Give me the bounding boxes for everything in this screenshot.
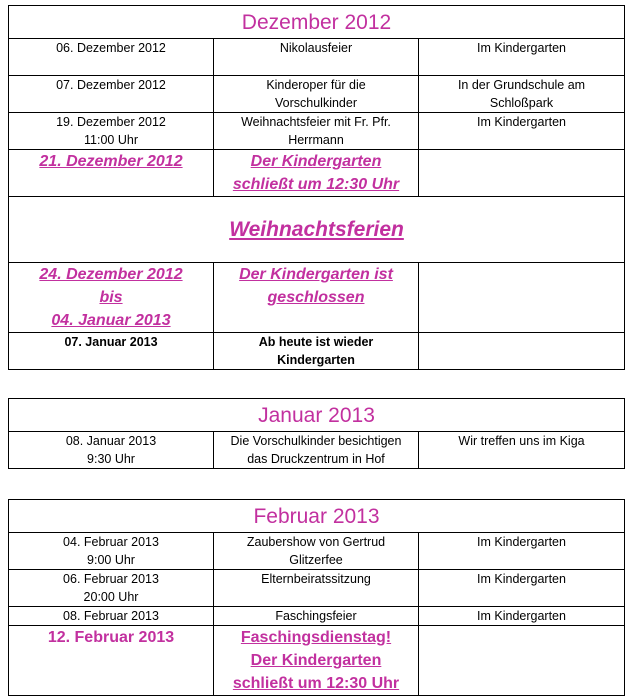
table-row [9,626,625,696]
holiday-row [9,197,625,263]
date-cell: 07. Januar 2013 [9,333,214,370]
table-row [9,570,625,607]
place-cell [419,626,625,696]
event-cell: Kinderoper für die Vorschulkinder [214,76,419,113]
event-cell: Der Kindergarten schließt um 12:30 Uhr [214,150,419,197]
place-cell: Im Kindergarten [419,570,625,607]
date-cell: 07. Dezember 2012 [9,76,214,113]
date-cell: 06. Februar 2013 20:00 Uhr [9,570,214,607]
date-cell: 21. Dezember 2012 [9,150,214,197]
table-row [9,533,625,570]
table-row [9,39,625,76]
event-cell: Elternbeiratssitzung [214,570,419,607]
event-cell: Zaubershow von Gertrud Glitzerfee [214,533,419,570]
place-cell [419,333,625,370]
date-cell: 06. Dezember 2012 [9,39,214,76]
table-row [9,76,625,113]
month-title: Januar 2013 [9,399,625,432]
event-cell: Der Kindergarten ist geschlossen [214,263,419,333]
month-title: Dezember 2012 [9,6,625,39]
date-cell: 04. Februar 2013 9:00 Uhr [9,533,214,570]
table-row [9,333,625,370]
date-cell: 08. Februar 2013 [9,607,214,626]
table-row [9,607,625,626]
table-row [9,150,625,197]
place-cell: Im Kindergarten [419,607,625,626]
place-cell: Wir treffen uns im Kiga [419,432,625,469]
event-cell: Ab heute ist wieder Kindergarten [214,333,419,370]
place-cell: Im Kindergarten [419,533,625,570]
februar-table [8,499,625,696]
date-cell: 19. Dezember 2012 11:00 Uhr [9,113,214,150]
event-cell: Nikolausfeier [214,39,419,76]
place-cell: In der Grundschule am Schloßpark [419,76,625,113]
dezember-table [8,5,625,370]
table-row [9,113,625,150]
place-cell: Im Kindergarten [419,113,625,150]
event-cell: Die Vorschulkinder besichtigen das Druckzentrum in Hof [214,432,419,469]
date-cell: 24. Dezember 2012 bis 04. Januar 2013 [9,263,214,333]
month-title: Februar 2013 [9,500,625,533]
januar-table [8,398,625,469]
event-cell: Faschingsdienstag! Der Kindergarten schließt um 12:30 Uhr [214,626,419,696]
date-cell: 08. Januar 2013 9:30 Uhr [9,432,214,469]
place-cell: Im Kindergarten [419,39,625,76]
event-cell: Faschingsfeier [214,607,419,626]
holiday-title: Weihnachtsferien [9,197,625,263]
place-cell [419,150,625,197]
table-row [9,432,625,469]
event-cell: Weihnachtsfeier mit Fr. Pfr. Herrmann [214,113,419,150]
place-cell [419,263,625,333]
date-cell: 12. Februar 2013 [9,626,214,696]
table-row [9,263,625,333]
